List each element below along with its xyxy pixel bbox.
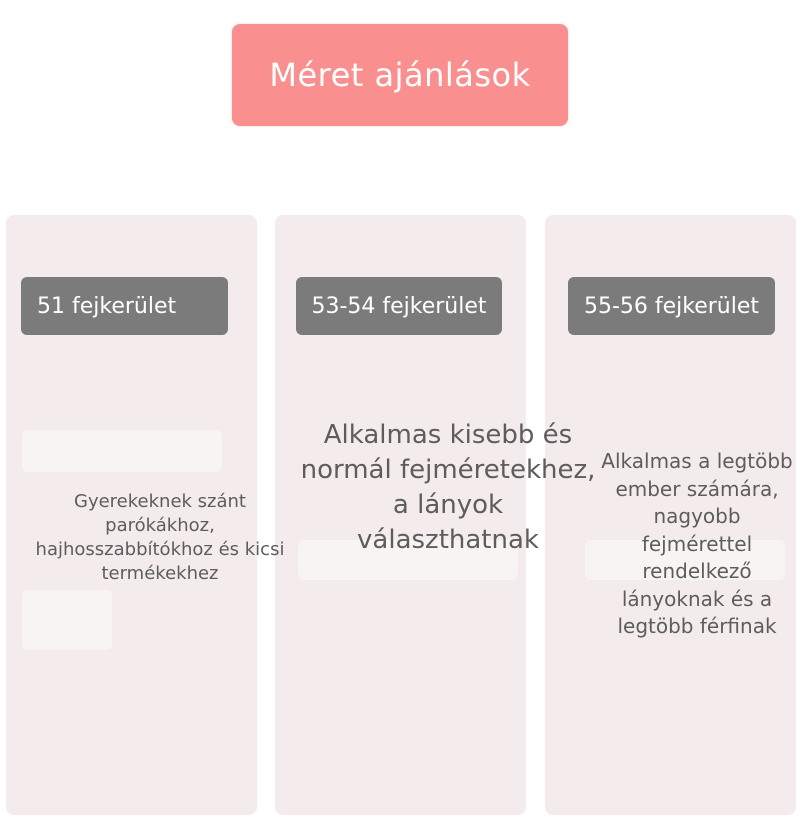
size-label-51: 51 fejkerület <box>21 277 228 335</box>
size-label-55-56: 55-56 fejkerület <box>568 277 775 335</box>
ghost-block <box>22 430 222 472</box>
size-description-53-54: Alkalmas kisebb és normál fejméretekhez, a lányok választhatnak <box>300 420 596 555</box>
size-description-55-56: Alkalmas a legtöbb ember számára, nagyobb fejmérettel rendelkező lányoknak és a legtöbb férfinak <box>601 449 793 638</box>
size-label-53-54: 53-54 fejkerület <box>296 277 502 335</box>
page-title: Méret ajánlások <box>232 24 568 126</box>
ghost-block <box>22 590 112 650</box>
size-description-51: Gyerekeknek szánt parókákhoz, hajhosszabbítókhoz és kicsi termékekhez <box>35 491 285 584</box>
